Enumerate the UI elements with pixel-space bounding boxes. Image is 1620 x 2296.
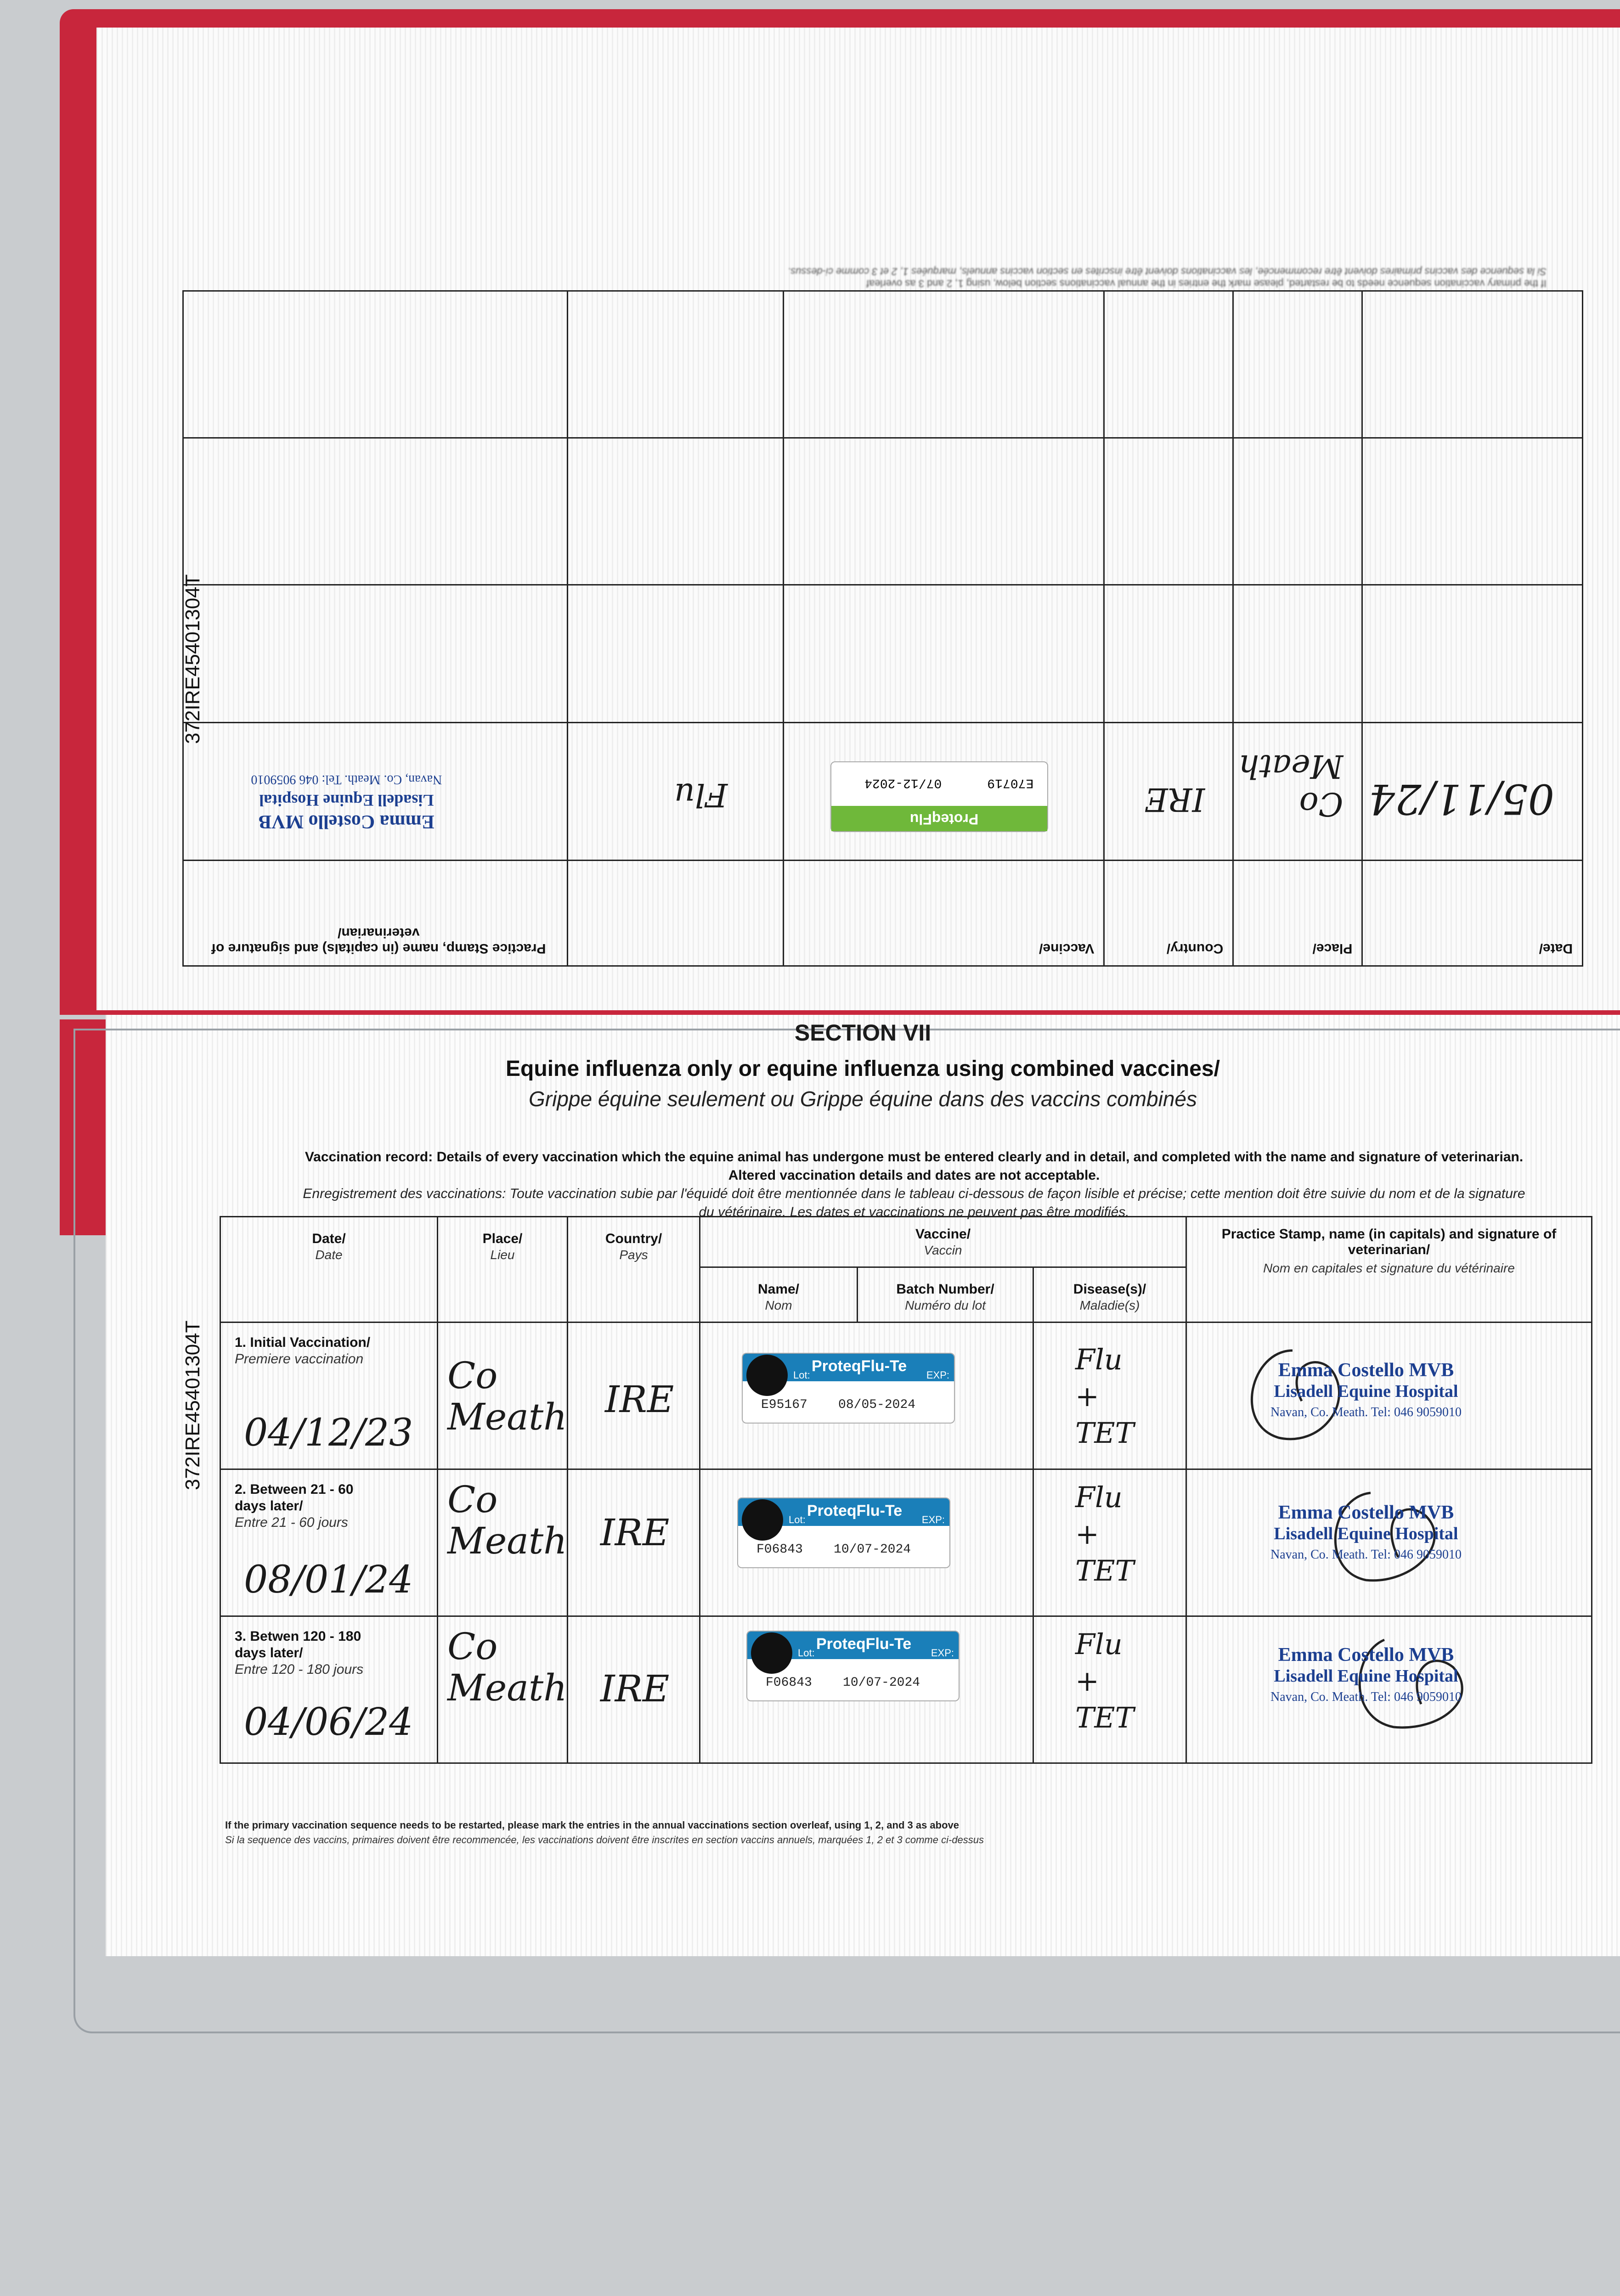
header-place: Place/ (482, 1231, 523, 1246)
row-label (235, 1481, 382, 1531)
stamp-name: Emma Costello MVB (1278, 1644, 1454, 1666)
syringe-cap-icon (746, 1355, 788, 1396)
row-label-en: 2. Between 21 - 60 days later/ (235, 1482, 354, 1514)
stamp-address: Navan, Co. Meath. Tel: 046 9059010 (1270, 1405, 1462, 1419)
row-label-en: 1. Initial Vaccination/ (235, 1335, 371, 1350)
label-lot: F06843 (756, 1542, 803, 1557)
row-country: IRE (600, 1667, 670, 1710)
header-name: Name/ (757, 1282, 800, 1297)
label-exp-caption: EXP: (931, 1647, 954, 1659)
header-stamp-fr: Nom en capitales et signature du vétérinaire (1263, 1261, 1515, 1275)
label-brand: ProteqFlu-Te (812, 1357, 907, 1375)
flipped-footer (214, 265, 1547, 289)
flipped-vaccination-table (182, 290, 1583, 967)
flipped-stamp-name: Emma Costello MVB (258, 811, 435, 832)
syringe-cap-icon (742, 1499, 783, 1541)
vaccination-table (220, 1216, 1592, 1764)
label-brand: ProteqFlu-Te (807, 1502, 903, 1519)
header-disease: Disease(s)/ (1073, 1282, 1146, 1297)
label-exp: 10/07-2024 (843, 1676, 920, 1690)
footer-note-en: If the primary vaccination sequence needs to be restarted, please mark the entries in the annual vaccinations section overleaf, using 1, 2, and 3 as above (225, 1819, 960, 1831)
vaccine-label (737, 1497, 950, 1568)
table-row (220, 1322, 1592, 1469)
label-lot-caption: Lot: (793, 1369, 810, 1381)
label-values (761, 1398, 915, 1412)
document-id-bottom: 372IRE45401304T (181, 1320, 204, 1490)
vet-stamp (1251, 1644, 1481, 1708)
header-place-fr: Lieu (490, 1248, 515, 1262)
flipped-footer-fr: Si la sequence des vaccins primaires doivent être recommencée, les vaccinations doivent être inscrites en section vaccins annuels, marquées 1, 2 et 3 comme ci-dessus. (787, 266, 1547, 277)
flipped-entry-country: IRE (1144, 781, 1205, 818)
row-label (235, 1334, 370, 1367)
stamp-address: Navan, Co. Meath. Tel: 046 9059010 (1270, 1548, 1462, 1562)
row-date: 08/01/24 (244, 1558, 413, 1602)
label-lot: F06843 (766, 1676, 812, 1690)
label-exp-caption: EXP: (926, 1369, 949, 1381)
label-lot: E95167 (761, 1398, 807, 1412)
section-heading-fr: Grippe équine seulement ou Grippe équine dans des vaccins combinés (529, 1087, 1197, 1111)
row-disease: Flu + TET (1075, 1343, 1134, 1450)
row-place: Co Meath (447, 1625, 567, 1709)
row-label-fr: Entre 120 - 180 jours (235, 1662, 364, 1677)
flipped-entry-date: 05/11/24 (1368, 775, 1554, 823)
row-date: 04/06/24 (244, 1700, 413, 1744)
flipped-stamp-practice: Lisadell Equine Hospital (259, 791, 434, 810)
header-name-fr: Nom (765, 1298, 792, 1312)
flipped-entry-place: Co Meath (1238, 748, 1343, 823)
label-exp: 08/05-2024 (838, 1398, 916, 1412)
flipped-footer-en: If the primary vaccination sequence needs to be restarted, please mark the entries in the annual vaccinations section below, using 1, 2 and 3 as overleaf (866, 278, 1547, 289)
vaccine-label (742, 1353, 955, 1424)
row-country: IRE (605, 1378, 674, 1421)
flipped-label-lot: E70719 (987, 776, 1034, 790)
label-values (756, 1542, 911, 1557)
flipped-label-exp: 07/12-2024 (864, 776, 942, 790)
flipped-vet-stamp (218, 769, 475, 832)
record-note-en-line1: Vaccination record: Details of every vaccination which the equine animal has undergone must be entered clearly and in detail, and completed with the name and signature of veterinarian. (305, 1149, 1524, 1165)
row-label-fr: Entre 21 - 60 jours (235, 1515, 348, 1530)
row-label (235, 1628, 382, 1678)
table-row (220, 1616, 1592, 1763)
header-batch: Batch Number/ (896, 1282, 994, 1297)
header-country: Country/ (605, 1231, 662, 1246)
label-lot-caption: Lot: (798, 1647, 815, 1659)
flipped-col-vaccine: Vaccine/ (1039, 941, 1095, 956)
record-note-en (220, 1148, 1608, 1185)
header-date: Date/ (312, 1231, 346, 1246)
table-row (220, 1469, 1592, 1616)
vet-stamp (1251, 1502, 1481, 1565)
header-country-fr: Pays (619, 1248, 648, 1262)
header-disease-fr: Maladie(s) (1079, 1298, 1140, 1312)
row-label-en: 3. Betwen 120 - 180 days later/ (235, 1629, 361, 1660)
header-batch-fr: Numéro du lot (905, 1298, 986, 1312)
header-date-fr: Date (315, 1248, 343, 1262)
row-disease: Flu + TET (1075, 1480, 1134, 1587)
row-label-fr: Premiere vaccination (235, 1351, 364, 1367)
flipped-entry-disease: Flu (674, 776, 728, 814)
stamp-practice: Lisadell Equine Hospital (1274, 1666, 1458, 1686)
flipped-stamp-address: Navan, Co. Meath. Tel: 046 9059010 (251, 772, 442, 787)
stamp-name: Emma Costello MVB (1278, 1360, 1454, 1381)
stamp-address: Navan, Co. Meath. Tel: 046 9059010 (1270, 1690, 1462, 1704)
row-disease: Flu + TET (1075, 1627, 1134, 1734)
header-stamp: Practice Stamp, name (in capitals) and signature of veterinarian/ (1221, 1227, 1557, 1257)
flipped-vaccine-label (830, 761, 1048, 832)
flipped-col-country: Country/ (1166, 941, 1224, 956)
label-lot-caption: Lot: (789, 1514, 806, 1525)
flipped-col-place: Place/ (1312, 941, 1353, 956)
header-vaccine: Vaccine/ (915, 1227, 971, 1242)
header-vaccine-fr: Vaccin (924, 1243, 962, 1257)
row-place: Co Meath (447, 1354, 567, 1438)
label-values (766, 1676, 920, 1690)
flipped-label-brand: ProteqFlu (909, 811, 979, 827)
stamp-practice: Lisadell Equine Hospital (1274, 1524, 1458, 1543)
record-note-en-line2: Altered vaccination details and dates are not acceptable. (728, 1168, 1100, 1183)
stamp-name: Emma Costello MVB (1278, 1502, 1454, 1523)
footer-note-fr: Si la sequence des vaccins, primaires doivent être recommencée, les vaccinations doivent être inscrites en section vaccins annuels, marquées 1, 2 et 3 comme ci-dessus (225, 1834, 984, 1846)
flipped-col-stamp: Practice Stamp, name (in capitals) and signature of veterinarian/ (211, 925, 546, 956)
row-date: 04/12/23 (244, 1411, 413, 1455)
document-id-top: 372IRE45401304T (181, 574, 204, 744)
row-country: IRE (600, 1511, 670, 1554)
label-brand: ProteqFlu-Te (816, 1635, 912, 1653)
stamp-practice: Lisadell Equine Hospital (1274, 1382, 1458, 1401)
label-exp: 10/07-2024 (834, 1542, 911, 1557)
vaccine-label (746, 1631, 960, 1701)
label-exp-caption: EXP: (921, 1514, 945, 1525)
vet-stamp (1251, 1360, 1481, 1423)
section-title: SECTION VII (794, 1020, 931, 1046)
record-note-fr-line1: Enregistrement des vaccinations: Toute vaccination subie par l'équidé doit être mentionnée dans le tableau ci-dessous de façon lisible et précise; cette mention doit être suivie du nom et de la signature (303, 1186, 1525, 1201)
section-heading: Equine influenza only or equine influenza using combined vaccines/ (506, 1057, 1220, 1081)
record-note-fr-line2: du vétérinaire. Les dates et vaccinations ne peuvent pas être modifiés. (699, 1204, 1129, 1220)
row-place: Co Meath (447, 1478, 567, 1562)
flipped-previous-page (96, 28, 1620, 1010)
syringe-cap-icon (751, 1632, 792, 1674)
flipped-col-date: Date/ (1539, 941, 1573, 956)
